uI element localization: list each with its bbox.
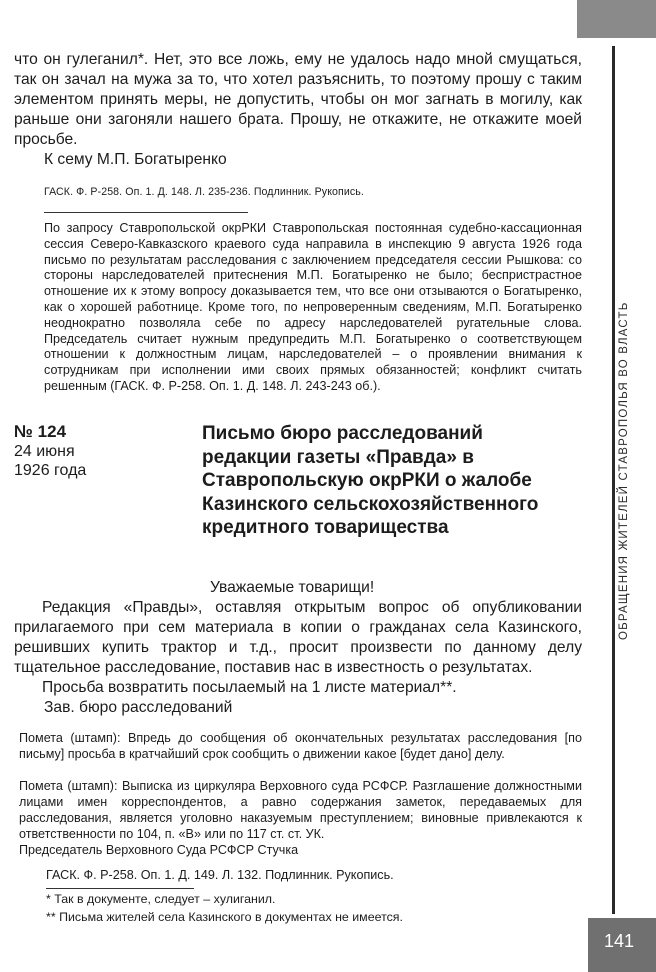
- document-number: № 124: [14, 422, 67, 441]
- document-body: [14, 578, 582, 925]
- salutation: Уважаемые товарищи!: [210, 579, 375, 596]
- previous-document: [14, 50, 582, 395]
- editorial-note: По запросу Ставропольской окрРКИ Ставропольская постоянная судебно-кассационная сессия Северо-Кавказского краевого суда направила в инспекцию 9 августа 1926 года письмо по результатам расследования с заключением председателя сессии Рышкова: со стороны нарследователей притеснения М.П. Богатыренко не было; беспристрастное отношение их к этому вопросу доказывается тем, что все они отзываются о Богатыренко, как о хорошей работнице. Кроме того, по непроверенным сведениям, М.П. Богатыренко неоднократно позволяла себе по адресу нарследователей ругательные слова. Председатель считает нужным предупредить М.П. Богатыренко о соответствующем отношении к должностным лицам, нарследователей – о проявлении внимания к сотрудникам при исполнении ими своих прямых обязанностей; конфликт считать решенным (ГАСК. Ф. Р-258. Оп. 1. Д. 148. Л. 243-243 об.).: [44, 221, 582, 393]
- divider: [44, 212, 248, 213]
- archive-source: ГАСК. Ф. Р-258. Оп. 1. Д. 148. Л. 235-236. Подлинник. Рукопись.: [44, 186, 364, 198]
- archive-source: ГАСК. Ф. Р-258. Оп. 1. Д. 149. Л. 132. Подлинник. Рукопись.: [46, 868, 394, 882]
- footnote: ** Письма жителей села Казинского в документах не имеется.: [46, 910, 403, 924]
- stamp-note: Помета (штамп): Впредь до сообщения об окончательных результатах расследования [по письму] просьба в кратчайший срок сообщить о движении какое [будет дано] делу.: [19, 731, 582, 761]
- corner-tab: [577, 0, 656, 38]
- running-title-text: ОБРАЩЕНИЯ ЖИТЕЛЕЙ СТАВРОПОЛЬЯ ВО ВЛАСТЬ: [618, 301, 630, 640]
- document-header: [14, 422, 582, 539]
- letter-signature: К сему М.П. Богатыренко: [44, 151, 227, 168]
- paragraph: Просьба возвратить посылаемый на 1 листе материал**.: [42, 679, 457, 696]
- paragraph: Редакция «Правды», оставляя открытым вопрос об опубликовании прилагаемого при сем материала в копии о гражданах села Казинского, решивших купить трактор и т.д., просит произвести по данному делу тщательное расследование, поставив нас в известность о результатах.: [14, 599, 582, 676]
- document-title: Письмо бюро расследований редакции газеты «Правда» в Ставропольскую окрРКИ о жалобе Казинского сельскохозяйственного кредитного товарищества: [202, 423, 539, 539]
- page-number: 141: [603, 931, 635, 951]
- footnote: * Так в документе, следует – хулиганил.: [46, 892, 276, 906]
- letter-ending: что он гулеганил*. Нет, это все ложь, ему не удалось надо мной смущаться, так он зачал на мужа за то, что хотел разъяснить, то поэтому прошу с таким элементом принять меры, не допустить, чтобы он мог загнать в могилу, как раньше они загоняли нашего брата. Прошу, не откажите, не откажите моей просьбе.: [14, 51, 582, 148]
- page-number-box: [588, 918, 656, 972]
- document-date-year: 1926 года: [14, 462, 87, 479]
- document-date-day: 24 июня: [14, 443, 75, 460]
- footnote-divider: [46, 888, 194, 889]
- document-signature: Зав. бюро расследований: [44, 699, 233, 716]
- stamp-note: Помета (штамп): Выписка из циркуляра Верховного суда РСФСР. Разглашение должностными лицами имен корреспондентов, а равно содержания заметок, передаваемых для расследования, является уголовно наказуемым преступлением; виновные привлекаются к ответственности по 104, п. «В» или по 117 ст. ст. УК.: [19, 779, 582, 841]
- stamp-signature: Председатель Верховного Суда РСФСР Стучка: [19, 843, 299, 857]
